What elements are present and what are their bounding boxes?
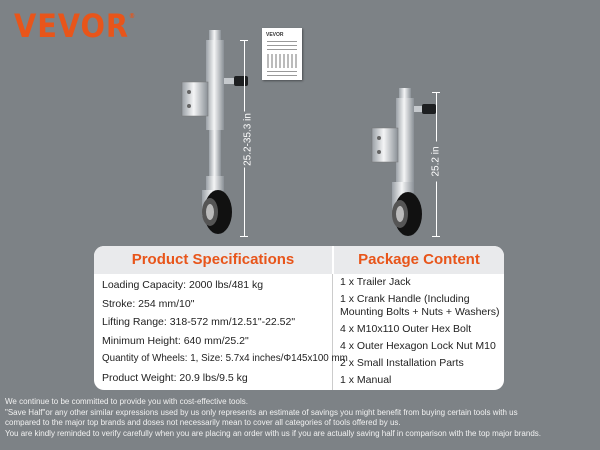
disclaimer-line: You are kindly reminded to verify carefully when you are placing an order with us if you are actually saving half in comparison with the top major brands. [5,428,541,438]
spec-item: Loading Capacity: 2000 lbs/481 kg [102,279,264,291]
vevor-logo: VEVOR® [14,7,137,45]
spec-item: Minimum Height: 640 mm/25.2" [102,334,249,347]
manual-image: VEVOR [262,28,302,80]
spec-item: Quantity of Wheels: 1, Size: 5.7x4 inches/Φ145x100 mm [102,353,348,365]
spec-item: Lifting Range: 318-572 mm/12.51"-22.52" [102,316,296,329]
spec-item: Stroke: 254 mm/10" [102,297,195,310]
left-dimension-label: 25.2-35.3 in [242,113,254,166]
left-dimension-tick-bottom [240,236,248,237]
package-item: 4 x M10x110 Outer Hex Bolt [340,323,472,335]
package-content-heading: Package Content [334,246,504,274]
package-item: 4 x Outer Hexagon Lock Nut M10 [340,340,496,352]
left-dimension-tick-top [240,40,248,41]
right-dimension-tick-top [432,92,440,93]
package-item: 1 x Crank Handle (Including Mounting Bolts + Nuts + Washers) [340,293,500,318]
right-dimension-label: 25.2 in [431,142,442,182]
specifications-list [102,276,348,388]
disclaimer-text [5,397,600,439]
disclaimer-line: We continue to be committed to provide you with cost-effective tools. [5,397,248,406]
right-dimension-tick-bottom [432,236,440,237]
disclaimer-line: compared to the major top brands and doses not necessarily mean to cover all categories of tools offered by us. [5,418,401,427]
spec-item: Product Weight: 20.9 lbs/9.5 kg [102,371,248,384]
product-specifications-heading: Product Specifications [94,246,332,274]
package-content-list [340,276,502,390]
specification-table [94,246,504,390]
package-item: 1 x Manual [340,374,392,386]
disclaimer-line: "Save Half"or any other similar expressions used by us only represents an estimate of savings you might benefit from buying certain tools with us [5,407,518,417]
package-item: 2 x Small Installation Parts [340,357,464,369]
package-item: 1 x Trailer Jack [340,276,411,288]
